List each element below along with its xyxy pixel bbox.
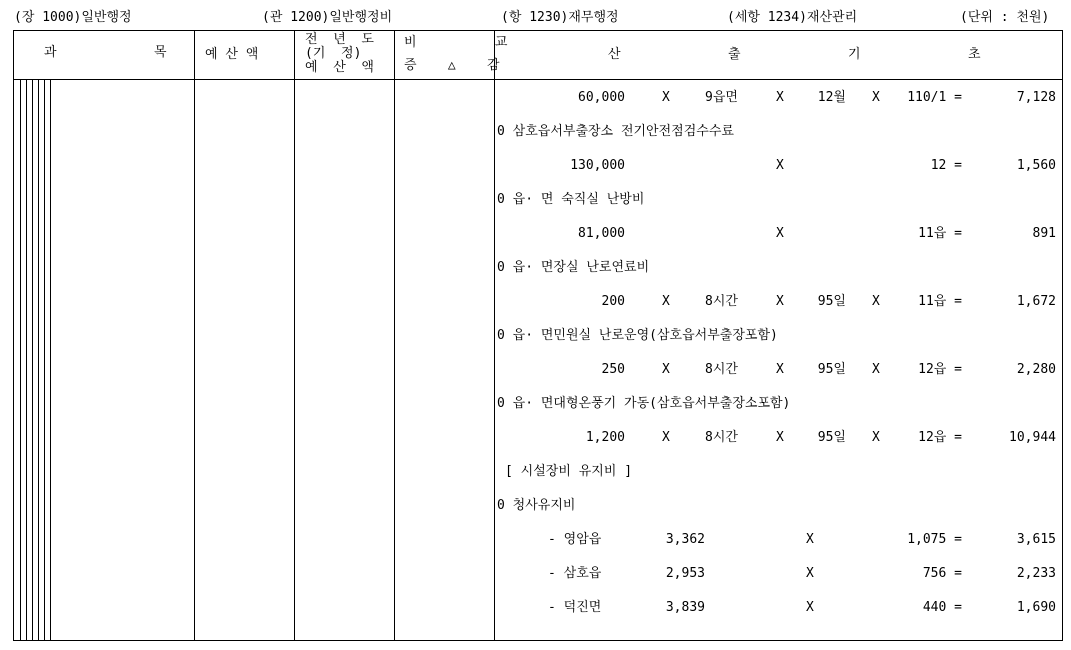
calc-x: X [776,90,784,105]
calc-rate: 11읍 = [918,294,962,309]
calc-amount: 1,200 [585,430,625,445]
calc-x: X [806,600,814,615]
calc-total: 10,944 [1009,430,1056,445]
calc-amount: 250 [601,362,625,377]
calc-x: X [806,566,814,581]
calc-x: X [662,294,670,309]
col-prev-1: 전 년 도 [305,32,374,47]
calc-total: 7,128 [1016,90,1056,105]
gwamok-rule-1 [20,79,21,641]
gwamok-rule-4 [38,79,39,641]
calc-factor: 8시간 [705,430,738,445]
calc-rate: 12읍 = [918,362,962,377]
calc-sub-name: - 영암읍 [548,532,602,547]
calc-amount: 81,000 [578,226,625,241]
col-prev-2: (기 정) [305,46,362,61]
calc-x: X [662,430,670,445]
calc-rate: 756 = [922,566,962,581]
sehang-label: (세항 1234)재산관리 [727,10,858,25]
calc-sub-name: - 덕진면 [548,600,602,615]
calc-x: X [872,294,880,309]
hang-label: (항 1230)재무행정 [501,10,619,25]
gwamok-rule-3 [32,79,33,641]
calc-factor: 9읍면 [705,90,738,105]
calc-rate: 1,075 = [907,532,962,547]
jang-label: (장 1000)일반행정 [14,10,132,25]
calc-rate: 12 = [930,158,962,173]
calc-total: 1,672 [1016,294,1056,309]
calc-x: X [872,362,880,377]
calc-factor: 12월 [817,90,846,105]
calc-amount: 60,000 [578,90,625,105]
col-calc-1: 산 [608,47,621,62]
calc-x: X [872,430,880,445]
col-budget: 예 산 액 [205,47,259,62]
header-divider [13,79,1063,80]
calc-item-title: 0 읍· 면장실 난로연료비 [497,260,650,275]
calc-total: 891 [1032,226,1056,241]
calc-total: 3,615 [1016,532,1056,547]
calc-x: X [662,362,670,377]
calc-section-title: [ 시설장비 유지비 ] [505,464,633,479]
col-gwamok-2: 목 [154,45,167,60]
col-compare-1: 비 교 [404,35,508,50]
calc-x: X [662,90,670,105]
calc-total: 1,560 [1016,158,1056,173]
calc-factor: 95일 [817,294,846,309]
calc-amount: 2,953 [665,566,705,581]
col-gwamok-1: 과 [44,45,57,60]
unit-label: (단위 : 천원) [960,10,1050,25]
calc-rate: 110/1 = [907,90,962,105]
gwan-label: (관 1200)일반행정비 [262,10,393,25]
col-prev-3: 예 산 액 [305,60,374,75]
calc-x: X [776,430,784,445]
calc-item-title: 0 삼호읍서부출장소 전기안전점검수수료 [497,124,734,139]
gwamok-rule-5 [44,79,45,641]
col-calc-4: 초 [968,47,981,62]
calc-factor: 8시간 [705,294,738,309]
calc-x: X [776,226,784,241]
calc-x: X [806,532,814,547]
col-divider-3 [394,30,395,641]
col-compare-2: 증 △ 감 [404,58,500,73]
calc-factor: 95일 [817,362,846,377]
calc-item-title: 0 읍· 면대형온풍기 가동(삼호읍서부출장소포함) [497,396,791,411]
calc-item-title: 0 읍· 면 숙직실 난방비 [497,192,645,207]
calc-rate: 11읍 = [918,226,962,241]
col-calc-3: 기 [848,47,861,62]
col-divider-2 [294,30,295,641]
col-divider-4 [494,30,495,641]
calc-x: X [872,90,880,105]
gwamok-rule-2 [26,79,27,641]
calc-amount: 3,839 [665,600,705,615]
col-calc-2: 출 [728,47,741,62]
calc-factor: 95일 [817,430,846,445]
col-divider-1 [194,30,195,641]
calc-amount: 3,362 [665,532,705,547]
calc-total: 2,233 [1016,566,1056,581]
calc-rate: 12읍 = [918,430,962,445]
calc-x: X [776,158,784,173]
calc-item-title: 0 청사유지비 [497,498,576,513]
calc-factor: 8시간 [705,362,738,377]
calc-amount: 200 [601,294,625,309]
calc-item-title: 0 읍· 면민원실 난로운영(삼호읍서부출장포함) [497,328,778,343]
calc-total: 2,280 [1016,362,1056,377]
calc-total: 1,690 [1016,600,1056,615]
calc-amount: 130,000 [570,158,625,173]
calc-x: X [776,294,784,309]
gwamok-rule-6 [50,79,51,641]
calc-rate: 440 = [922,600,962,615]
calc-x: X [776,362,784,377]
calc-sub-name: - 삼호읍 [548,566,602,581]
